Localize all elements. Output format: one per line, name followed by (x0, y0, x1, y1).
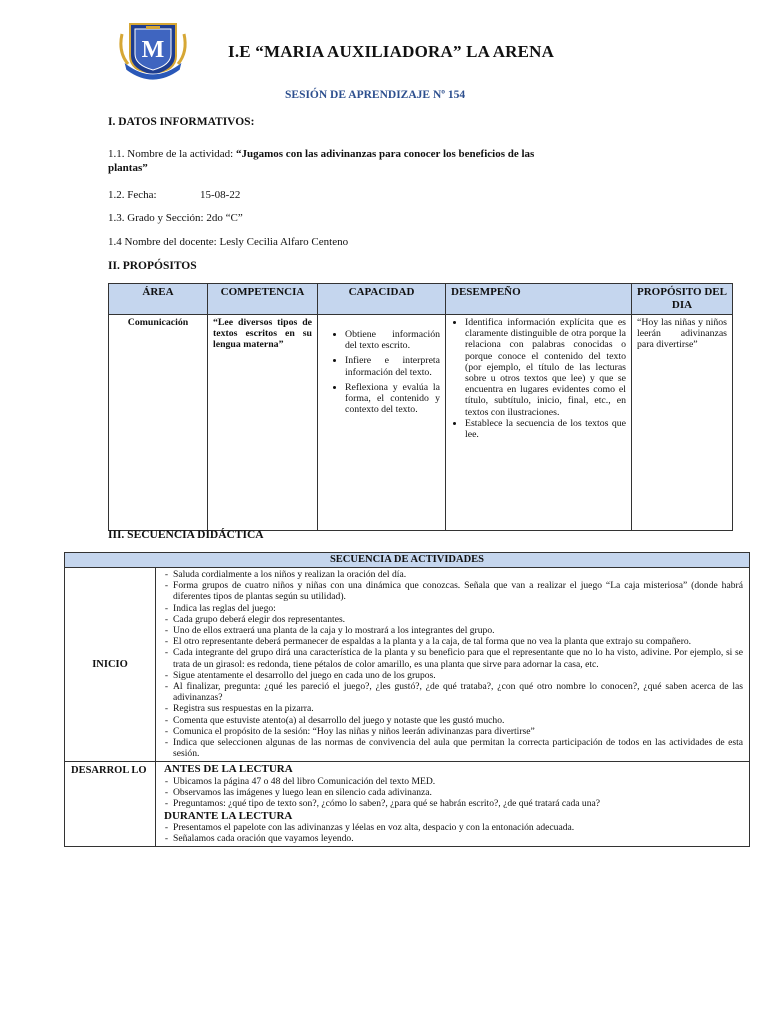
activity-text: Forma grupos de cuatro niños y niñas con una dinámica que conozcas. Señala que van a realizar el juego “La caja misteriosa” (donde habrá diferentes tipos de plantas según su utilidad). (173, 580, 743, 603)
activity-item: - Comenta que estuviste atento(a) al desarrollo del juego y notaste que les gustó mucho. (164, 714, 505, 726)
cell-proposito: “Hoy las niñas y niños leerán adivinanzas para divertirse” (632, 315, 733, 531)
activity-item: - El otro representante deberá permanecer de espaldas a la planta y a la caja, de tal forma que no vea la planta que extrajo su compañero. (164, 636, 692, 648)
activity-item: - Indica las reglas del juego: (164, 602, 276, 614)
activity-text: Presentamos el papelote con las adivinanzas y léelas en voz alta, despacio y con la entonación adecuada. (173, 822, 575, 834)
date-value: 15-08-22 (200, 189, 241, 201)
activity-text: Preguntamos: ¿qué tipo de texto son?, ¿cómo lo saben?, ¿para qué se habrán escrito?, ¿de qué tratará cada una? (173, 798, 601, 810)
teacher-row: 1.4 Nombre del docente: Lesly Cecilia Alfaro Centeno (108, 236, 349, 248)
activity-text: Sigue atentamente el desarrollo del juego en cada uno de los grupos. (173, 669, 436, 681)
activity-text: Indica que seleccionen algunas de las normas de convivencia del aula que permitan la correcta participación de todos en las actividades de esta sesión. (173, 737, 743, 760)
activity-text: El otro representante deberá permanecer de espaldas a la planta y a la caja, de tal forma que no vea la planta que extrajo su compañero. (173, 636, 692, 648)
activity-text: Señalamos cada oración que vayamos leyendo. (173, 833, 354, 845)
cell-area: Comunicación (109, 315, 208, 531)
logo-letter: M (141, 37, 165, 63)
capacidad-list (323, 329, 440, 415)
grade-row: 1.3. Grado y Sección: 2do “C” (108, 212, 243, 224)
cell-competencia: “Lee diversos tipos de textos escritos en su lengua materna” (208, 315, 318, 531)
activity-item: - Saluda cordialmente a los niños y realizan la oración del día. (164, 569, 407, 580)
antes-heading: ANTES DE LA LECTURA (164, 763, 293, 776)
durante-heading: DURANTE LA LECTURA (164, 809, 293, 822)
activity-item: - Forma grupos de cuatro niños y niñas con una dinámica que conozcas. Señala que van a realizar el juego “La caja misteriosa” (donde habrá diferentes tipos de plantas según su utilidad). (164, 580, 743, 603)
sequence-title-row (65, 553, 750, 568)
activity-item: - Presentamos el papelote con las adivinanzas y léelas en voz alta, despacio y con la entonación adecuada. (164, 822, 575, 834)
cell-capacidad (318, 315, 446, 531)
activity-value-line1: “Jugamos con las adivinanzas para conocer los beneficios de las (236, 148, 535, 160)
inicio-label: INICIO (65, 568, 156, 762)
activity-text: Registra sus respuestas en la pizarra. (173, 703, 314, 715)
activity-text: Saluda cordialmente a los niños y realizan la oración del día. (173, 569, 407, 580)
cell-desempeno (446, 315, 632, 531)
activity-item: - Observamos las imágenes y luego lean en silencio cada adivinanza. (164, 787, 432, 799)
activity-text: Ubicamos la página 47 o 48 del libro Comunicación del texto MED. (173, 775, 436, 787)
date-row (108, 189, 241, 201)
desarrollo-activities (156, 762, 750, 847)
activity-text: Comenta que estuviste atento(a) al desarrollo del juego y notaste que les gustó mucho. (173, 714, 505, 726)
purposes-header-row (109, 284, 733, 315)
desarrollo-row (65, 762, 750, 847)
desempeno-item: • Establece la secuencia de los textos que lee. (465, 418, 626, 440)
activity-label: 1.1. Nombre de la actividad: (108, 148, 236, 160)
inicio-activities (156, 568, 750, 762)
section-2-heading: II. PROPÓSITOS (108, 260, 197, 272)
activity-text: Indica las reglas del juego: (173, 602, 276, 614)
section-1-heading: I. DATOS INFORMATIVOS: (108, 116, 255, 128)
capacidad-item: • Reflexiona y evalúa la forma, el contenido y contexto del texto. (345, 382, 440, 416)
activity-name-cont (108, 162, 148, 174)
inicio-row (65, 568, 750, 762)
activity-item: - Comunica el propósito de la sesión: “Hoy las niñas y niños leerán adivinanzas para divertirse” (164, 725, 535, 737)
desempeno-item: • Identifica información explícita que es claramente distinguible de otra porque la relaciona con palabras conocidas o porque conoce el contenido del texto (por ejemplo, el título de las lecturas sobre u otros textos que lee) y que se encuentra en lugares evidentes como el título, subtítulo, inicio, final, etc., en textos con ilustraciones. (465, 317, 626, 418)
desempeno-list (451, 317, 626, 440)
sequence-title: SECUENCIA DE ACTIVIDADES (65, 553, 750, 568)
sequence-table (64, 552, 750, 847)
activity-text: Uno de ellos extraerá una planta de la caja y lo mostrará a los integrantes del grupo. (173, 625, 495, 637)
desarrollo-label: DESARROL LO (65, 762, 156, 847)
activity-text: Cada grupo deberá elegir dos representantes. (173, 613, 346, 625)
activity-item: - Uno de ellos extraerá una planta de la caja y lo mostrará a los integrantes del grupo. (164, 625, 495, 637)
header-competencia: COMPETENCIA (208, 284, 318, 315)
activity-item: - Cada integrante del grupo dirá una característica de la planta y su beneficio para que el representante que no lo ha visto, adivine. Por ejemplo, si se trata de un girasol: es redonda, tiene pétalos de color amarillo, es una planta que sirve para adornar la casa, etc. (164, 647, 743, 670)
activity-item: - Sigue atentamente el desarrollo del juego en cada uno de los grupos. (164, 669, 436, 681)
activity-item: - Al finalizar, pregunta: ¿qué les pareció el juego?, ¿les gustó?, ¿de qué trataba?, ¿con qué otro nombre lo conocen?, ¿qué saben acerca de las adivinanzas? (164, 681, 743, 704)
activity-text: Comunica el propósito de la sesión: “Hoy las niñas y niños leerán adivinanzas para divertirse” (173, 725, 535, 737)
purposes-table (108, 283, 733, 531)
header-desempeno: DESEMPEÑO (446, 284, 632, 315)
purposes-row (109, 315, 733, 531)
activity-item: - Ubicamos la página 47 o 48 del libro Comunicación del texto MED. (164, 775, 436, 787)
activity-text: Cada integrante del grupo dirá una característica de la planta y su beneficio para que el representante que no lo ha visto, adivine. Por ejemplo, si se trata de un girasol: es redonda, tiene pétalos de color amarillo, es una planta que sirve para adornar la casa, etc. (173, 647, 743, 670)
activity-item: - Registra sus respuestas en la pizarra. (164, 703, 314, 715)
capacidad-item: • Obtiene información del texto escrito. (345, 329, 440, 351)
header-proposito: PROPÓSITO DEL DIA (632, 284, 733, 315)
activity-item: - Indica que seleccionen algunas de las normas de convivencia del aula que permitan la correcta participación de todos en las actividades de esta sesión. (164, 737, 743, 760)
capacidad-item: • Infiere e interpreta información del texto. (345, 355, 440, 377)
activity-text: Al finalizar, pregunta: ¿qué les pareció el juego?, ¿les gustó?, ¿de qué trataba?, ¿con qué otro nombre lo conocen?, ¿qué saben acerca de las adivinanzas? (173, 681, 743, 704)
activity-value-line2: plantas” (108, 162, 148, 174)
school-logo (116, 20, 190, 80)
activity-item: - Preguntamos: ¿qué tipo de texto son?, ¿cómo lo saben?, ¿para qué se habrán escrito?, ¿de qué tratará cada una? (164, 798, 601, 810)
header-area: ÁREA (109, 284, 208, 315)
header-capacidad: CAPACIDAD (318, 284, 446, 315)
activity-item: - Cada grupo deberá elegir dos representantes. (164, 613, 346, 625)
date-label: 1.2. Fecha: (108, 189, 157, 201)
activity-item: - Señalamos cada oración que vayamos leyendo. (164, 833, 354, 845)
section-3-heading: III. SECUENCIA DIDÁCTICA (108, 529, 264, 541)
activity-name (108, 148, 534, 160)
session-title: SESIÓN DE APRENDIZAJE Nº 154 (285, 89, 466, 101)
activity-text: Observamos las imágenes y luego lean en silencio cada adivinanza. (173, 787, 432, 799)
school-name: I.E “MARIA AUXILIADORA” LA ARENA (228, 42, 555, 61)
